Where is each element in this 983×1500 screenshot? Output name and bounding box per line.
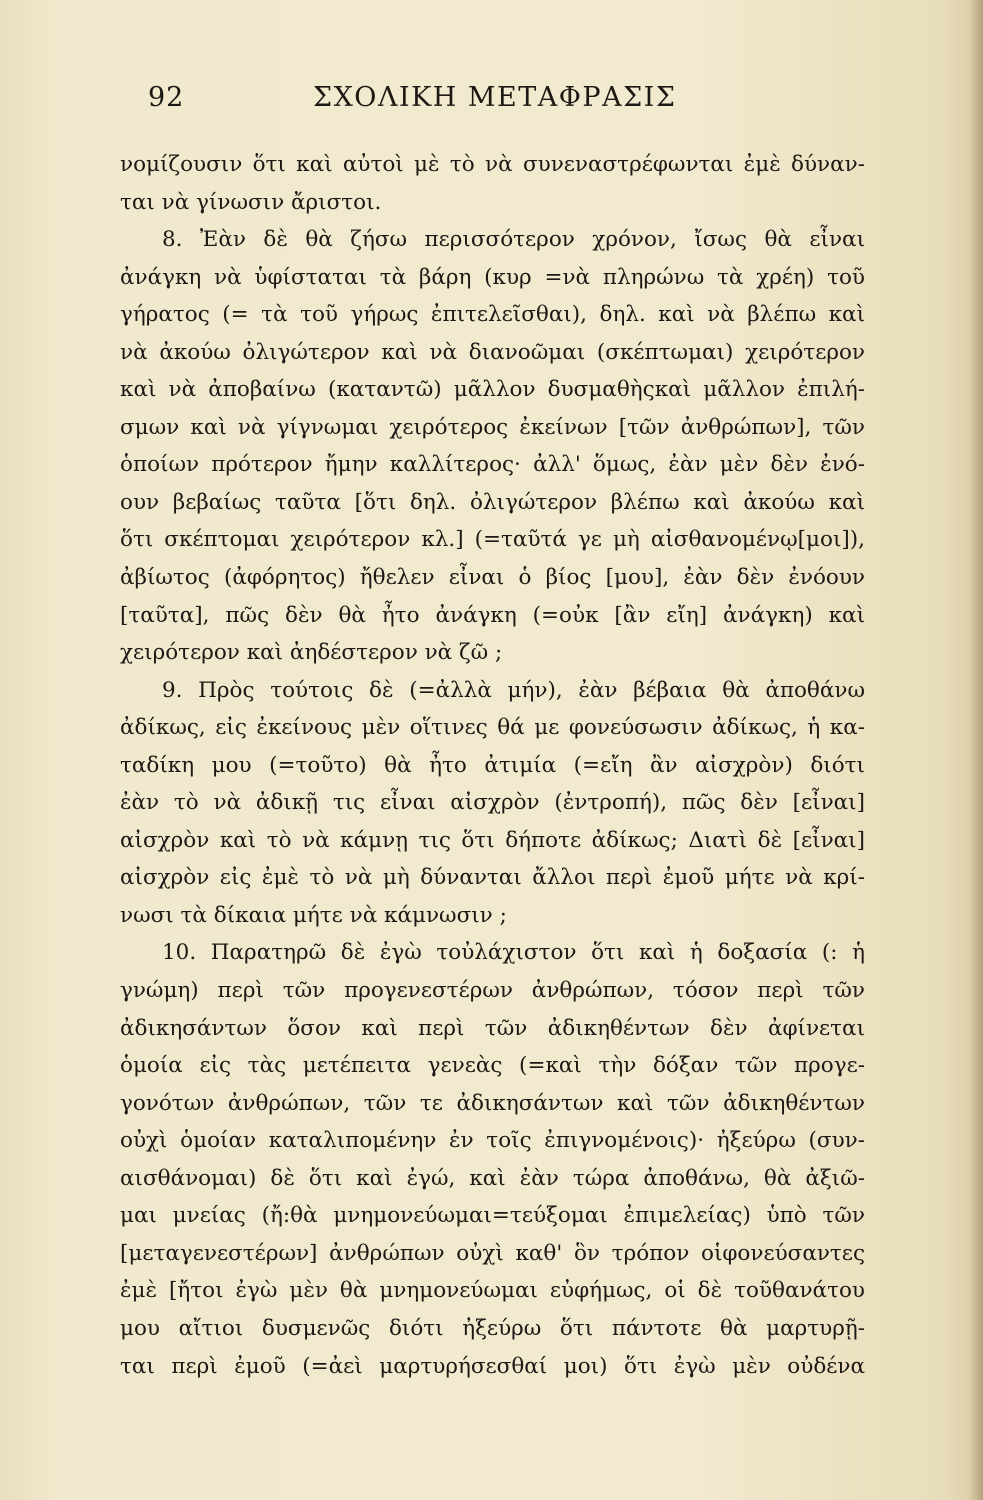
- text-line: [μεταγενεστέρων] ἀνθρώπων οὐχὶ καθ' ὃν τρόπον οἱφονεύσαντες: [120, 1240, 865, 1266]
- text-line: [ταῦτα], πῶς δὲν θὰ ἦτο ἀνάγκη (=οὐκ [ἂν εἴη] ἀνάγκη) καὶ: [120, 602, 865, 628]
- text-line: ἀνάγκη νὰ ὑφίσταται τὰ βάρη (κυρ =νὰ πληρώνω τὰ χρέη) τοῦ: [120, 264, 865, 290]
- page-header: [0, 82, 983, 122]
- text-line: ὁμοία εἰς τὰς μετέπειτα γενεὰς (=καὶ τὴν δόξαν τῶν προγε-: [120, 1053, 865, 1079]
- text-line: μου αἴτιοι δυσμενῶς διότι ἠξεύρω ὅτι πάντοτε θὰ μαρτυρῇ-: [120, 1315, 865, 1341]
- text-line: σμων καὶ νὰ γίγνωμαι χειρότερος ἐκείνων [τῶν ἀνθρώπων], τῶν: [120, 414, 865, 440]
- page-number: 92: [148, 82, 185, 113]
- text-line: αἰσχρὸν καὶ τὸ νὰ κάμνῃ τις ὅτι δήποτε ἀδίκως; Διατὶ δὲ [εἶναι]: [120, 827, 865, 853]
- text-line: γονότων ἀνθρώπων, τῶν τε ἀδικησάντων καὶ τῶν ἀδικηθέντων: [120, 1090, 865, 1116]
- text-line: ἀδικησάντων ὅσον καὶ περὶ τῶν ἀδικηθέντων δὲν ἀφίνεται: [120, 1015, 865, 1041]
- text-line: ἐὰν τὸ νὰ ἀδικῇ τις εἶναι αἰσχρὸν (ἐντροπή), πῶς δὲν [εἶναι]: [120, 790, 865, 816]
- text-line: ται νὰ γίνωσιν ἄριστοι.: [120, 189, 382, 215]
- text-line: νωσι τὰ δίκαια μήτε νὰ κάμνωσιν ;: [120, 902, 507, 928]
- text-line: οὐχὶ ὁμοίαν καταλιπομένην ἐν τοῖς ἐπιγνομένοις)· ἠξεύρω (συν-: [120, 1128, 865, 1154]
- text-line: ἐμὲ [ἤτοι ἐγὼ μὲν θὰ μνημονεύωμαι εὐφήμως, οἱ δὲ τοῦθανάτου: [120, 1278, 865, 1304]
- text-line: χειρότερον καὶ ἀηδέστερον νὰ ζῶ ;: [120, 640, 503, 666]
- text-line: ὅτι σκέπτομαι χειρότερον κλ.] (=ταῦτά γε μὴ αἰσθανομένῳ[μοι]),: [120, 527, 865, 553]
- text-line: ταδίκη μου (=τοῦτο) θὰ ἦτο ἀτιμία (=εἴη ἂν αἰσχρὸν) διότι: [120, 752, 865, 778]
- text-line: μαι μνείας (ἤ:θὰ μνημονεύωμαι=τεύξομαι ἐπιμελείας) ὑπὸ τῶν: [120, 1203, 865, 1229]
- text-line: ὁποίων πρότερον ἤμην καλλίτερος· ἀλλ' ὅμως, ἐὰν μὲν δὲν ἐνό-: [120, 452, 865, 478]
- running-title: ΣΧΟΛΙΚΗ ΜΕΤΑΦΡΑΣΙΣ: [313, 82, 677, 113]
- text-line: ἀδίκως, εἰς ἐκείνους μὲν οἵτινες θά με φονεύσωσιν ἀδίκως, ἡ κα-: [120, 715, 865, 741]
- text-line: 10. Παρατηρῶ δὲ ἐγὼ τοὐλάχιστον ὅτι καὶ ἡ δοξασία (: ἡ: [162, 940, 865, 966]
- body-text: [120, 146, 865, 1385]
- text-line: 9. Πρὸς τούτοις δὲ (=ἀλλὰ μήν), ἐὰν βέβαια θὰ ἀποθάνω: [162, 677, 865, 703]
- text-line: ἀβίωτος (ἀφόρητος) ἤθελεν εἶναι ὁ βίος [μου], ἐὰν δὲν ἐνόουν: [120, 565, 865, 591]
- text-line: ουν βεβαίως ταῦτα [ὅτι δηλ. ὀλιγώτερον βλέπω καὶ ἀκούω καὶ: [120, 489, 865, 515]
- page-edge-shadow: [969, 0, 983, 1500]
- text-line: αἰσχρὸν εἰς ἐμὲ τὸ νὰ μὴ δύνανται ἄλλοι περὶ ἐμοῦ μήτε νὰ κρί-: [120, 865, 865, 891]
- text-line: αισθάνομαι) δὲ ὅτι καὶ ἐγώ, καὶ ἐὰν τώρα ἀποθάνω, θὰ ἀξιῶ-: [120, 1165, 865, 1191]
- text-line: ται περὶ ἐμοῦ (=ἀεὶ μαρτυρήσεσθαί μοι) ὅτι ἐγὼ μὲν οὐδένα: [120, 1353, 865, 1379]
- text-line: καὶ νὰ ἀποβαίνω (καταντῶ) μᾶλλον δυσμαθὴςκαὶ μᾶλλον ἐπιλή-: [120, 377, 865, 403]
- text-line: νὰ ἀκούω ὀλιγώτερον καὶ νὰ διανοῶμαι (σκέπτωμαι) χειρότερον: [120, 339, 865, 365]
- text-line: 8. Ἐὰν δὲ θὰ ζήσω περισσότερον χρόνον, ἴσως θὰ εἶναι: [162, 227, 865, 253]
- text-line: νομίζουσιν ὅτι καὶ αὐτοὶ μὲ τὸ νὰ συνεναστρέφωνται ἐμὲ δύναν-: [120, 152, 865, 177]
- text-line: γήρατος (= τὰ τοῦ γήρως ἐπιτελεῖσθαι), δηλ. καὶ νὰ βλέπω καὶ: [120, 302, 865, 328]
- text-line: γνώμη) περὶ τῶν προγενεστέρων ἀνθρώπων, τόσον περὶ τῶν: [120, 978, 865, 1004]
